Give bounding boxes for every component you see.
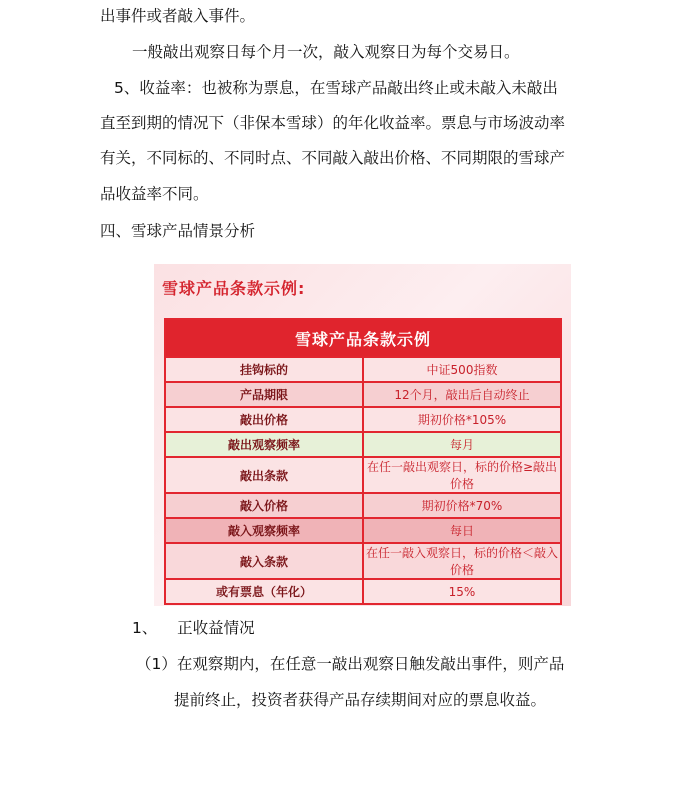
term-value: 期初价格*105% xyxy=(363,407,561,432)
paragraph-line: 有关，不同标的、不同时点、不同敲入敲出价格、不同期限的雪球产 xyxy=(100,149,566,167)
term-value: 每日 xyxy=(363,518,561,543)
term-key: 敲入条款 xyxy=(165,543,363,579)
section-heading: 四、雪球产品情景分析 xyxy=(100,222,256,240)
paragraph-line: 出事件或者敲入事件。 xyxy=(100,7,256,25)
term-key: 产品期限 xyxy=(165,382,363,407)
figure-title: 雪球产品条款示例: xyxy=(162,279,306,298)
terms-table xyxy=(164,318,562,605)
snowball-terms-figure xyxy=(154,264,571,606)
paragraph-line: 一般敲出观察日每个月一次，敲入观察日为每个交易日。 xyxy=(132,43,520,61)
term-value: 15% xyxy=(363,579,561,604)
list-heading: 1、 正收益情况 xyxy=(132,619,255,637)
table-row xyxy=(165,457,561,493)
paragraph-line: 5、收益率：也被称为票息，在雪球产品敲出终止或未敲入未敲出 xyxy=(114,79,558,97)
table-header-row xyxy=(165,319,561,357)
term-key: 敲出条款 xyxy=(165,457,363,493)
term-key: 敲出价格 xyxy=(165,407,363,432)
table-row xyxy=(165,382,561,407)
paragraph-line: 直至到期的情况下（非保本雪球）的年化收益率。票息与市场波动率 xyxy=(100,114,566,132)
term-value: 12个月，敲出后自动终止 xyxy=(363,382,561,407)
term-key: 敲出观察频率 xyxy=(165,432,363,457)
term-value: 期初价格*70% xyxy=(363,493,561,518)
table-header: 雪球产品条款示例 xyxy=(165,319,561,357)
table-row xyxy=(165,579,561,604)
table-row xyxy=(165,493,561,518)
term-key: 挂钩标的 xyxy=(165,357,363,382)
paragraph-line: （1）在观察期内，在任意一敲出观察日触发敲出事件，则产品 xyxy=(136,655,565,673)
term-key: 或有票息（年化） xyxy=(165,579,363,604)
paragraph-line: 提前终止，投资者获得产品存续期间对应的票息收益。 xyxy=(174,691,547,709)
table-row xyxy=(165,543,561,579)
term-value: 在任一敲入观察日，标的价格＜敲入价格 xyxy=(363,543,561,579)
table-row xyxy=(165,518,561,543)
term-value: 中证500指数 xyxy=(363,357,561,382)
term-key: 敲入观察频率 xyxy=(165,518,363,543)
table-row xyxy=(165,432,561,457)
table-row xyxy=(165,407,561,432)
term-value: 在任一敲出观察日，标的价格≥敲出价格 xyxy=(363,457,561,493)
table-row xyxy=(165,357,561,382)
term-value: 每月 xyxy=(363,432,561,457)
term-key: 敲入价格 xyxy=(165,493,363,518)
paragraph-line: 品收益率不同。 xyxy=(100,185,209,203)
